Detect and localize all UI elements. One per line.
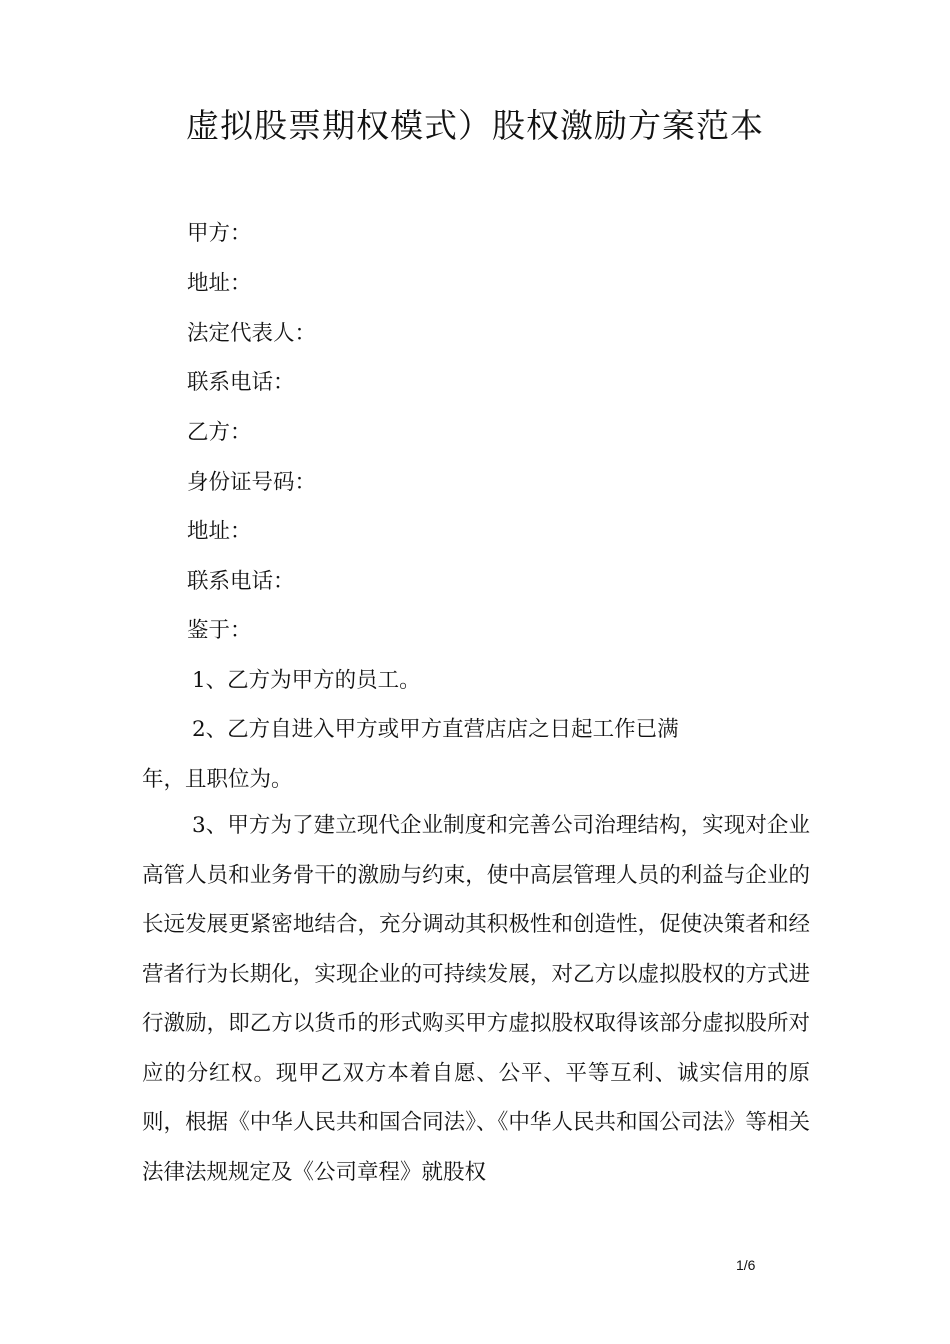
party-a-phone-label: 联系电话： [187,370,295,395]
legal-representative-label: 法定代表人： [187,321,317,346]
id-number-label: 身份证号码： [187,470,317,495]
party-a-label: 甲方： [187,221,252,246]
clause-2-line-1: 2、乙方自进入甲方或甲方直营店店之日起工作已满 [192,717,679,742]
party-b-address-label: 地址： [187,519,252,544]
clause-2-line-2: 年，且职位为。 [142,767,293,792]
clause-3: 3、甲方为了建立现代企业制度和完善公司治理结构，实现对企业高管人员和业务骨干的激励与约束，使中高层管理人员的利益与企业的长远发展更紧密地结合，充分调动其积极性和创造性，促使决策者和经营者行为长期化，实现企业的可持续发展，对乙方以虚拟股权的方式进行激励，即乙方以货币的形式购买甲方虚拟股权取得该部分虚拟股所对应的分红权。现甲乙双方本着自愿、公平、平等互利、诚实信用的原则，根据《中华人民共和国合同法》、《中华人民共和国公司法》等相关法律法规规定及《公司章程》就股权 [142,813,810,1185]
page-number: 1/6 [736,1257,756,1273]
document-title: 虚拟股票期权模式）股权激励方案范本 [186,106,764,145]
party-b-phone-label: 联系电话： [187,569,295,594]
whereas-label: 鉴于： [187,618,252,643]
party-a-address-label: 地址： [187,271,252,296]
clause-1: 1、乙方为甲方的员工。 [192,668,421,693]
party-b-label: 乙方： [187,420,252,445]
